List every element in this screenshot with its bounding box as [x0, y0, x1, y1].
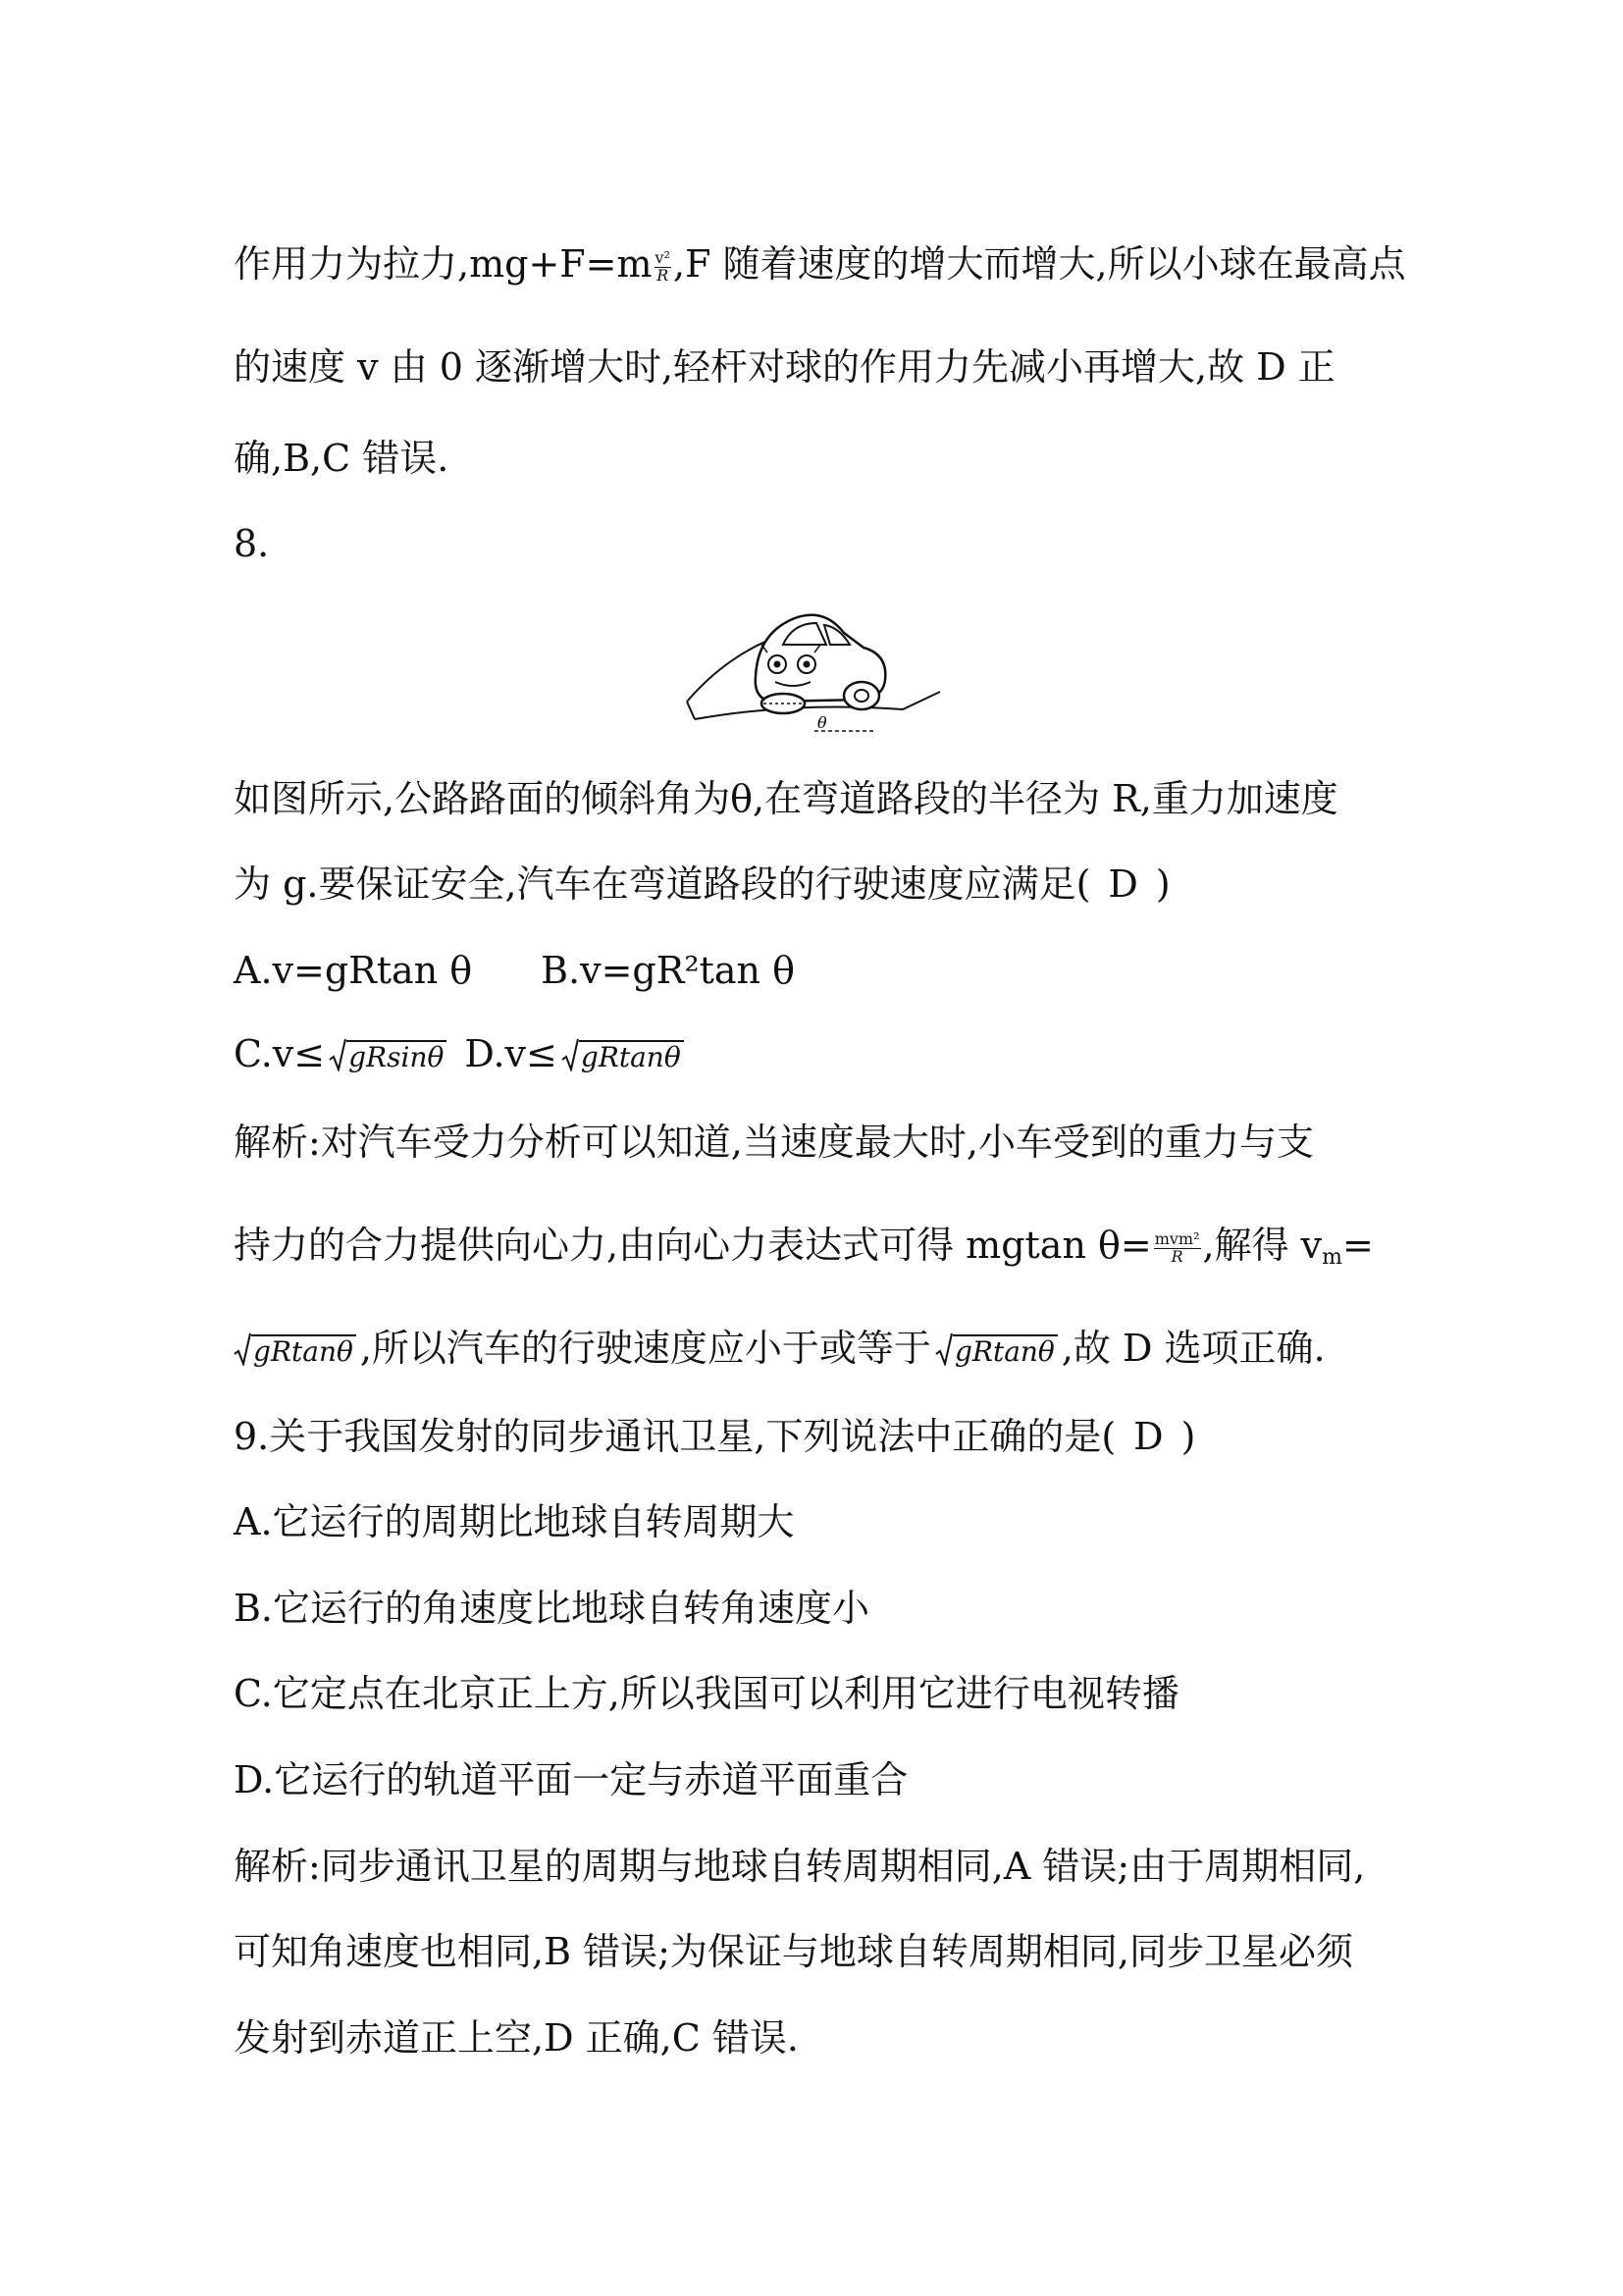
- q8-solution-line-3: [230, 1327, 1326, 1370]
- fraction-denominator: R: [656, 266, 669, 285]
- radical-sign-icon: [561, 1038, 579, 1071]
- q8-solution-line-1: 解析:对汽车受力分析可以知道,当速度最大时,小车受到的重力与支: [234, 1121, 1314, 1164]
- radical-sign-icon: [935, 1332, 953, 1366]
- q8-options-ab: [234, 949, 795, 992]
- q8-stem-line-1: 如图所示,公路路面的倾斜角为θ,在弯道路段的半径为 R,重力加速度: [234, 777, 1338, 820]
- text-segment: ,解得 v: [1202, 1224, 1323, 1267]
- option-d-label: D.v≤: [464, 1032, 557, 1075]
- question-number-8: 8.: [234, 522, 270, 565]
- q8-solution-line-2: [234, 1226, 1374, 1269]
- q9-solution-line-3: 发射到赤道正上空,D 正确,C 错误.: [234, 2016, 799, 2060]
- radicand: gRtanθ: [251, 1334, 356, 1366]
- sqrt-expression: [935, 1334, 1058, 1366]
- text-segment: =: [1342, 1224, 1374, 1267]
- car-icon: [756, 615, 886, 713]
- q9-option-c: C.它定点在北京正上方,所以我国可以利用它进行电视转播: [234, 1672, 1179, 1715]
- answer-choice: D: [1133, 1415, 1164, 1458]
- q9-option-a: A.它运行的周期比地球自转周期大: [234, 1500, 795, 1543]
- radical-sign-icon: [329, 1038, 346, 1071]
- radicand: gRtanθ: [579, 1040, 684, 1071]
- option-c-label: C.v≤: [234, 1032, 326, 1075]
- q9-option-d: D.它运行的轨道平面一定与赤道平面重合: [234, 1758, 909, 1801]
- theta-label: θ: [817, 713, 827, 732]
- fraction-denominator: R: [1171, 1247, 1183, 1266]
- formula-segment: mg+F=m: [469, 242, 653, 286]
- banked-road-car-figure: [677, 594, 952, 741]
- radicand: gRtanθ: [953, 1334, 1058, 1366]
- q8-stem-line-2: [234, 862, 1171, 906]
- subscript: m: [1322, 1245, 1343, 1270]
- text-segment: ,F 随着速度的增大而增大,所以小球在最高点: [672, 242, 1406, 286]
- road-bank-edge: [687, 702, 695, 719]
- option-b: B.v=gR²tan θ: [541, 949, 795, 992]
- sqrt-expression: [234, 1334, 356, 1366]
- q8-options-cd: [234, 1032, 688, 1075]
- radicand: gRsinθ: [346, 1040, 446, 1071]
- text-line-2: 的速度 v 由 0 逐渐增大时,轻杆对球的作用力先减小再增大,故 D 正: [234, 345, 1335, 389]
- q9-solution-line-1: 解析:同步通讯卫星的周期与地球自转周期相同,A 错误;由于周期相同,: [234, 1845, 1366, 1888]
- text-line-1: [234, 242, 1406, 286]
- fraction: [654, 250, 671, 285]
- q9-option-b: B.它运行的角速度比地球自转角速度小: [234, 1587, 870, 1630]
- fraction: [1154, 1231, 1201, 1266]
- radical-sign-icon: [234, 1332, 251, 1366]
- sqrt-expression: [561, 1040, 684, 1071]
- text-segment: 9.关于我国发射的同步通讯卫星,下列说法中正确的是(: [234, 1415, 1117, 1458]
- text-line-3: 确,B,C 错误.: [234, 437, 449, 480]
- answer-choice: D: [1108, 862, 1138, 906]
- text-segment: ,所以汽车的行驶速度应小于或等于: [359, 1327, 931, 1370]
- q9-stem: [234, 1415, 1196, 1458]
- fraction-numerator: mvm²: [1154, 1229, 1200, 1249]
- text-segment: 持力的合力提供向心力,由向心力表达式可得 mgtan θ=: [234, 1224, 1152, 1267]
- text-segment: ,故 D 选项正确.: [1061, 1327, 1326, 1370]
- option-a: A.v=gRtan θ: [234, 949, 473, 992]
- fraction-numerator: v²: [654, 248, 670, 268]
- text-segment: 作用力为拉力,: [234, 242, 470, 286]
- text-segment: 为 g.要保证安全,汽车在弯道路段的行驶速度应满足(: [234, 862, 1091, 906]
- sqrt-expression: [329, 1040, 446, 1071]
- q9-solution-line-2: 可知角速度也相同,B 错误;为保证与地球自转周期相同,同步卫星必须: [234, 1930, 1353, 1973]
- text-segment: ): [1180, 1415, 1196, 1458]
- text-segment: ): [1155, 862, 1171, 906]
